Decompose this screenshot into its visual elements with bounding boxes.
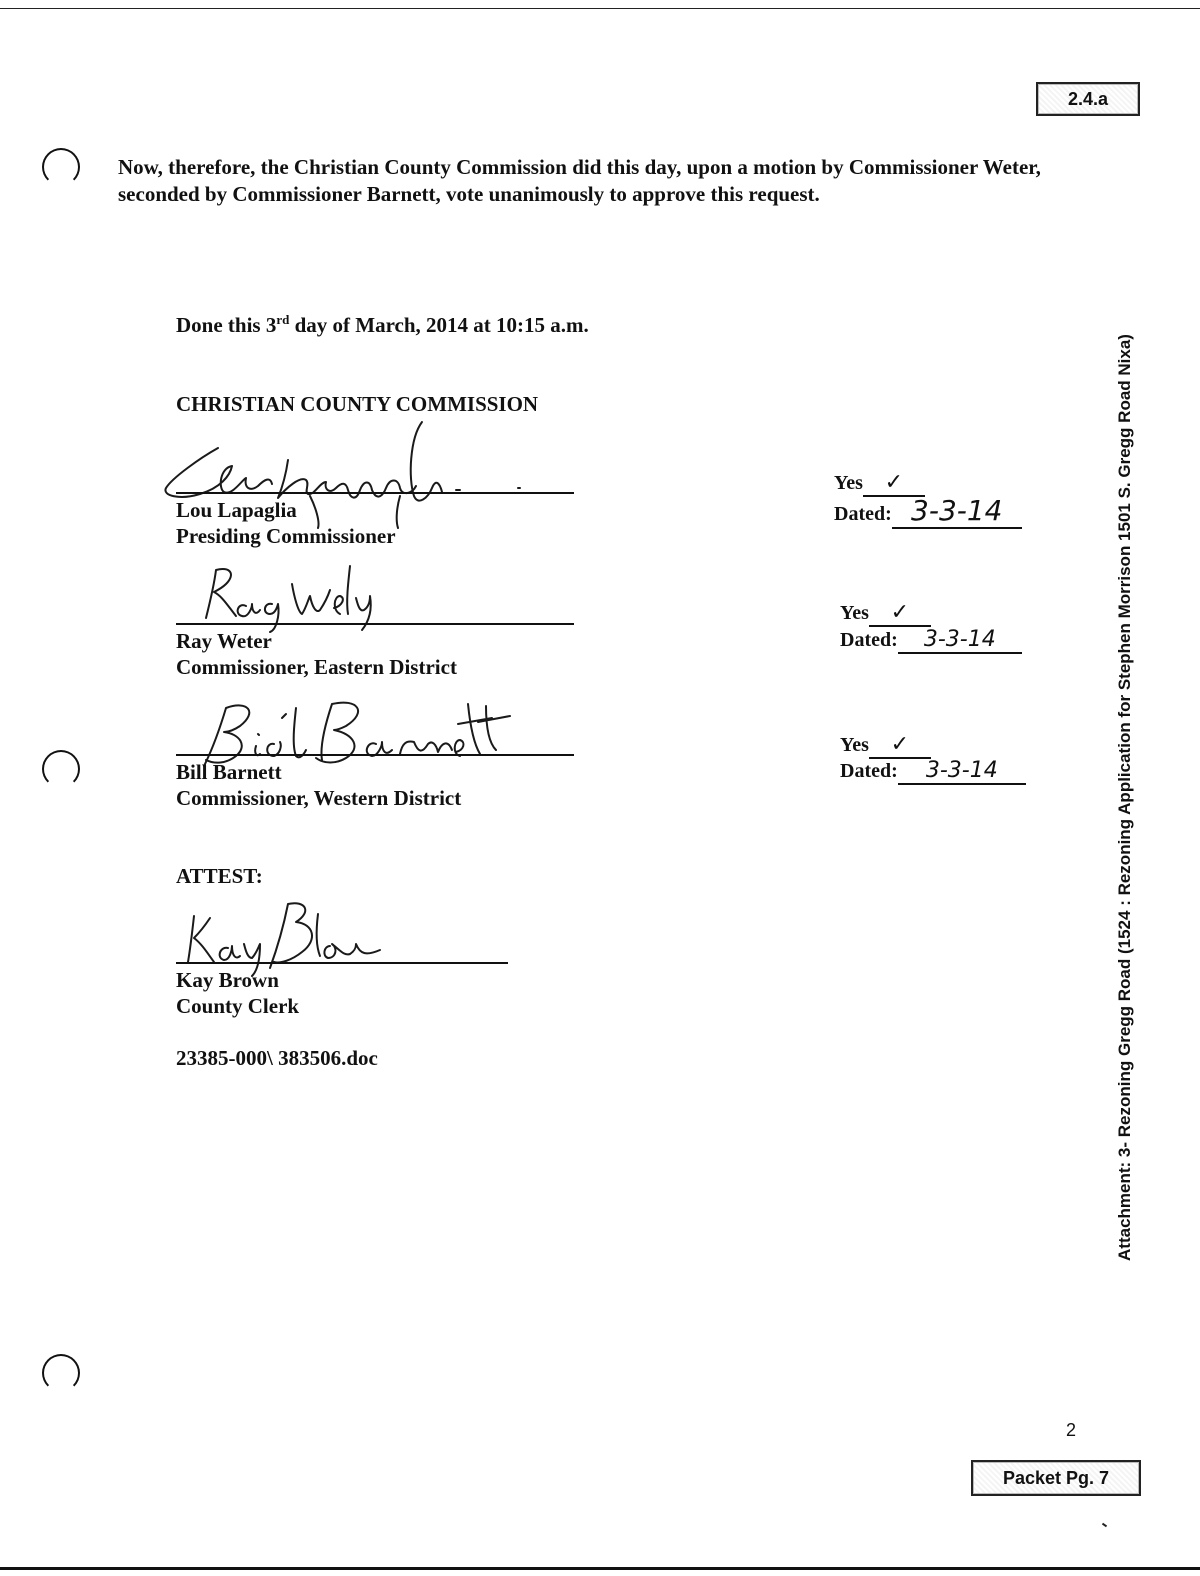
signature-line-barnett (176, 754, 574, 756)
vote-dated-lapaglia (834, 494, 1022, 529)
vote-label: Yes (834, 472, 863, 494)
done-prefix: Done this 3 (176, 313, 277, 337)
signer-title-weter: Commissioner, Eastern District (176, 655, 457, 679)
vote-check-mark: ✓ (863, 470, 925, 497)
scan-speck (1102, 1523, 1107, 1528)
vote-check-mark: ✓ (869, 600, 931, 627)
bottom-rule (0, 1567, 1200, 1570)
side-caption-container (1112, 290, 1138, 1305)
binder-hole-bottom (42, 1354, 80, 1392)
signature-line-brown (176, 962, 508, 964)
attest-label: ATTEST: (176, 864, 263, 888)
handwritten-date: 3-3-14 (898, 758, 1026, 785)
signer-title-barnett: Commissioner, Western District (176, 786, 462, 810)
handwritten-date: 3-3-14 (898, 627, 1022, 654)
signer-title-lapaglia: Presiding Commissioner (176, 524, 396, 548)
vote-label: Yes (840, 602, 869, 624)
vote-label: Yes (840, 734, 869, 756)
vote-yes-weter (840, 600, 931, 627)
attachment-side-caption: Attachment: 3- Rezoning Gregg Road (1524 : Rezoning Application for Stephen Morrison 1501 S. Gregg Road Nixa) (1115, 334, 1134, 1261)
signer-name-weter: Ray Weter (176, 629, 272, 653)
section-badge: 2.4.a (1036, 82, 1140, 116)
done-ordinal: rd (276, 312, 290, 327)
vote-yes-barnett (840, 732, 931, 759)
signer-name-lapaglia: Lou Lapaglia (176, 498, 297, 522)
dated-label: Dated: (840, 760, 898, 782)
done-suffix: day of March, 2014 at 10:15 a.m. (289, 313, 589, 337)
file-reference: 23385-000\ 383506.doc (176, 1046, 378, 1070)
packet-page-badge: Packet Pg. 7 (971, 1460, 1141, 1496)
commission-heading: CHRISTIAN COUNTY COMMISSION (176, 392, 539, 416)
handwritten-date: 3-3-14 (892, 494, 1022, 529)
handwritten-signature-weter (200, 560, 400, 630)
approval-paragraph: Now, therefore, the Christian County Commission did this day, upon a motion by Commissioner Weter, seconded by Commissioner Barnett, vote unanimously to approve this request. (118, 155, 1041, 206)
top-rule (0, 8, 1200, 9)
binder-hole-top (42, 148, 80, 186)
vote-dated-weter (840, 627, 1022, 654)
page-number: 2 (1066, 1420, 1077, 1440)
signer-name-barnett: Bill Barnett (176, 760, 282, 784)
vote-check-mark: ✓ (869, 732, 931, 759)
binder-hole-middle (42, 750, 80, 788)
clerk-name: Kay Brown (176, 968, 279, 992)
signature-line-lapaglia (176, 492, 574, 494)
signature-line-weter (176, 623, 574, 625)
vote-dated-barnett (840, 758, 1026, 785)
clerk-title: County Clerk (176, 994, 300, 1018)
vote-yes-lapaglia (834, 470, 925, 497)
done-date-line (176, 312, 589, 338)
dated-label: Dated: (840, 629, 898, 651)
dated-label: Dated: (834, 503, 892, 525)
